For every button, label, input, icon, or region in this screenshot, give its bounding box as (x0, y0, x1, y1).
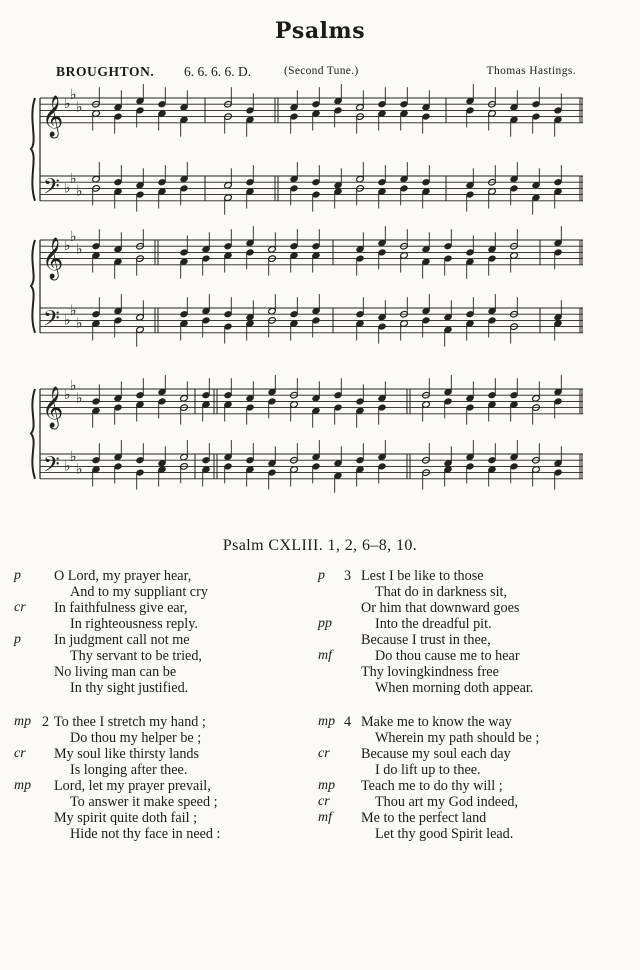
verse-text: No living man can be (54, 664, 177, 680)
flat-icon: ♭ (76, 462, 83, 478)
flat-icon: ♭ (64, 388, 71, 404)
verse-line (14, 680, 314, 696)
stanza (14, 714, 314, 842)
dynamic-marking: mp (14, 714, 32, 729)
verse-line (14, 632, 314, 648)
tune-name: BROUGHTON. (56, 64, 155, 79)
verse-line (14, 616, 314, 632)
verse-line (318, 568, 618, 584)
verse-text: And to my suppliant cry (70, 584, 208, 600)
verse-line (14, 664, 314, 680)
verse-text: My spirit quite doth fail ; (54, 810, 198, 826)
flat-icon: ♭ (64, 239, 71, 255)
dynamic-marking: pp (318, 616, 332, 631)
dynamic-marking: mp (318, 714, 336, 729)
verse-text: To thee I stretch my hand ; (54, 714, 206, 730)
verse-line (14, 648, 314, 664)
flat-icon: ♭ (76, 242, 83, 258)
verse-number: 2 (42, 714, 50, 730)
stanza (318, 568, 618, 696)
verse-line (14, 810, 314, 826)
flat-icon: ♭ (70, 87, 77, 103)
verse-text: O Lord, my prayer hear, (54, 568, 192, 584)
stanza (14, 568, 314, 696)
bass-clef-icon: 𝄢 (43, 174, 60, 205)
dynamic-marking: cr (318, 746, 330, 761)
verse-line (14, 794, 314, 810)
brace-icon (31, 389, 35, 479)
verse-line (318, 600, 618, 616)
dynamic-marking: mf (318, 648, 332, 663)
verse-line (318, 778, 618, 794)
verse-text: That do in darkness sit, (375, 584, 508, 600)
verse-column-right (318, 568, 618, 860)
verse-line (318, 616, 618, 632)
stanza (318, 714, 618, 842)
verse-text: Wherein my path should be ; (375, 730, 540, 746)
verse-text: In judgment call not me (54, 632, 190, 648)
verse-line (318, 632, 618, 648)
flat-icon: ♭ (64, 181, 71, 197)
verse-text: To answer it make speed ; (70, 794, 218, 810)
flat-icon: ♭ (64, 313, 71, 329)
dynamic-marking: p (14, 568, 21, 583)
bass-clef-icon: 𝄢 (43, 306, 60, 337)
verse-line (318, 810, 618, 826)
flat-icon: ♭ (70, 378, 77, 394)
verse-line (318, 714, 618, 730)
dynamic-marking: mp (14, 778, 32, 793)
verse-text: Hide not thy face in need : (70, 826, 221, 842)
verse-text: Because my soul each day (361, 746, 511, 762)
verse-text: Or him that downward goes (361, 600, 520, 616)
verse-line (318, 794, 618, 810)
verse-number: 3 (344, 568, 352, 584)
verse-line (14, 826, 314, 842)
verse-text: Thy servant to be tried, (70, 648, 202, 664)
verse-text: Let thy good Spirit lead. (375, 826, 514, 842)
verse-line (318, 664, 618, 680)
verse-line (318, 746, 618, 762)
verse-text: Do thou my helper be ; (70, 730, 202, 746)
verse-text: Thou art my God indeed, (375, 794, 519, 810)
brace-icon (31, 98, 35, 201)
dynamic-marking: cr (318, 794, 330, 809)
verse-text: In righteousness reply. (70, 616, 198, 632)
verse-text: Lord, let my prayer prevail, (54, 778, 211, 794)
brace-icon (31, 240, 35, 333)
verse-line (14, 600, 314, 616)
verse-text: I do lift up to thee. (375, 762, 481, 778)
verse-text: When morning doth appear. (375, 680, 534, 696)
flat-icon: ♭ (76, 391, 83, 407)
flat-icon: ♭ (70, 450, 77, 466)
verse-line (14, 778, 314, 794)
verse-line (318, 584, 618, 600)
verse-line (318, 730, 618, 746)
flat-icon: ♭ (64, 97, 71, 113)
verse-text: Teach me to do thy will ; (361, 778, 503, 794)
verse-line (14, 730, 314, 746)
treble-clef-icon: 𝄞 (42, 95, 64, 137)
verse-column-left (14, 568, 314, 860)
verse-line (14, 584, 314, 600)
flat-icon: ♭ (76, 184, 83, 200)
tune-composer: Thomas Hastings. (486, 65, 576, 77)
verse-line (318, 762, 618, 778)
verse-number: 4 (344, 714, 352, 730)
verse-text: Is longing after thee. (70, 762, 188, 778)
verse-line (14, 568, 314, 584)
tune-subtitle: (Second Tune.) (284, 65, 359, 77)
flat-icon: ♭ (76, 100, 83, 116)
flat-icon: ♭ (70, 304, 77, 320)
flat-icon: ♭ (76, 316, 83, 332)
dynamic-marking: mp (318, 778, 336, 793)
verse-line (14, 762, 314, 778)
verse-line (318, 648, 618, 664)
verse-line (14, 714, 314, 730)
page-header-title: Psalms (274, 18, 366, 44)
verse-text: Me to the perfect land (361, 810, 487, 826)
verse-text: In faithfulness give ear, (54, 600, 188, 616)
verse-text: Because I trust in thee, (361, 632, 491, 648)
treble-clef-icon: 𝄞 (42, 386, 64, 428)
verse-line (318, 826, 618, 842)
flat-icon: ♭ (64, 459, 71, 475)
dynamic-marking: p (318, 568, 325, 583)
verse-line (14, 746, 314, 762)
flat-icon: ♭ (70, 172, 77, 188)
verse-text: Do thou cause me to hear (375, 648, 520, 664)
dynamic-marking: mf (318, 810, 332, 825)
flat-icon: ♭ (70, 229, 77, 245)
bass-clef-icon: 𝄢 (43, 452, 60, 483)
dynamic-marking: p (14, 632, 21, 647)
verse-text: In thy sight justified. (70, 680, 189, 696)
verse-text: Make me to know the way (361, 714, 512, 730)
tune-meter: 6. 6. 6. 6. D. (184, 64, 252, 79)
verse-text: Into the dreadful pit. (375, 616, 492, 632)
treble-clef-icon: 𝄞 (42, 237, 64, 279)
verse-text: Thy lovingkindness free (361, 664, 499, 680)
dynamic-marking: cr (14, 600, 26, 615)
dynamic-marking: cr (14, 746, 26, 761)
psalm-title: Psalm CXLIII. 1, 2, 6–8, 10. (222, 537, 418, 554)
verse-line (318, 680, 618, 696)
verse-text: My soul like thirsty lands (54, 746, 200, 762)
verse-text: Lest I be like to those (361, 568, 484, 584)
